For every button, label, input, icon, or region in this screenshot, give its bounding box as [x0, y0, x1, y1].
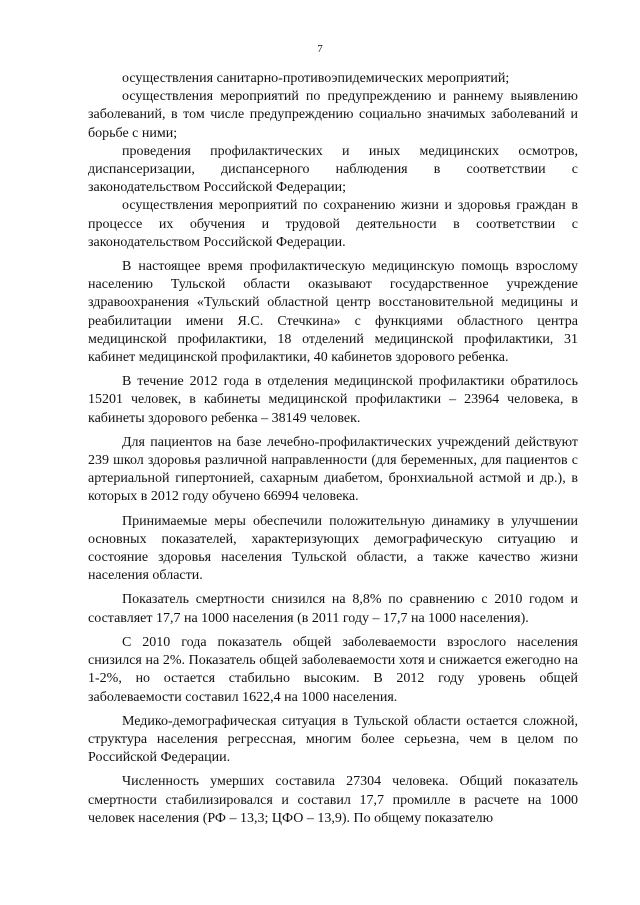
paragraph: С 2010 года показатель общей заболеваемости взрослого населения снизился на 2%. Показатель общей заболеваемости хотя и снижается ежегодно на 1-2%, но остается стабильно высоким. В 2012 году уровень общей заболеваемости составил 1622,4 на 1000 населения.	[88, 634, 578, 705]
paragraph: осуществления мероприятий по сохранению жизни и здоровья граждан в процессе их обучения и трудовой деятельности в соответствии с законодательством Российской Федерации.	[88, 198, 578, 250]
page-number: 7	[317, 43, 323, 55]
paragraph: Принимаемые меры обеспечили положительную динамику в улучшении основных показателей, характеризующих демографическую ситуацию и состояние здоровья населения Тульской области, а также качество жизни населения области.	[88, 513, 578, 584]
paragraph: Показатель смертности снизился на 8,8% по сравнению с 2010 годом и составляет 17,7 на 1000 населения (в 2011 году – 17,7 на 1000 населения).	[88, 592, 578, 626]
paragraph: осуществления санитарно-противоэпидемических мероприятий;	[122, 71, 510, 86]
paragraph: Для пациентов на базе лечебно-профилактических учреждений действуют 239 школ здоровья различной направленности (для беременных, для пациентов с артериальной гипертонией, сахарным диабетом, бронхиальной астмой и др.), в которых в 2012 году обучено 66994 человека.	[88, 434, 578, 505]
paragraph: Медико-демографическая ситуация в Тульской области остается сложной, структура населения регрессная, многим более серьезна, чем в целом по Российской Федерации.	[88, 713, 578, 766]
paragraph: Численность умерших составила 27304 человека. Общий показатель смертности стабилизировался и составил 17,7 промилле в расчете на 1000 человек населения (РФ – 13,3; ЦФО – 13,9). По общему показателю	[88, 774, 578, 826]
document-body	[88, 70, 578, 828]
paragraph: осуществления мероприятий по предупреждению и раннему выявлению заболеваний, в том числе предупреждению социально значимых заболеваний и борьбе с ними;	[88, 89, 578, 141]
paragraph: В настоящее время профилактическую медицинскую помощь взрослому населению Тульской области оказывают государственное учреждение здравоохранения «Тульский областной центр восстановительной медицины и реабилитации имени Я.С. Стечкина» с функциями областного центра медицинской профилактики, 18 отделений медицинской профилактики, 31 кабинет медицинской профилактики, 40 кабинетов здорового ребенка.	[88, 259, 578, 366]
paragraph: проведения профилактических и иных медицинских осмотров, диспансеризации, диспансерного наблюдения в соответствии с законодательством Российской Федерации;	[88, 143, 578, 196]
paragraph: В течение 2012 года в отделения медицинской профилактики обратилось 15201 человек, в кабинеты медицинской профилактики – 23964 человека, в кабинеты здорового ребенка – 38149 человек.	[88, 374, 578, 426]
